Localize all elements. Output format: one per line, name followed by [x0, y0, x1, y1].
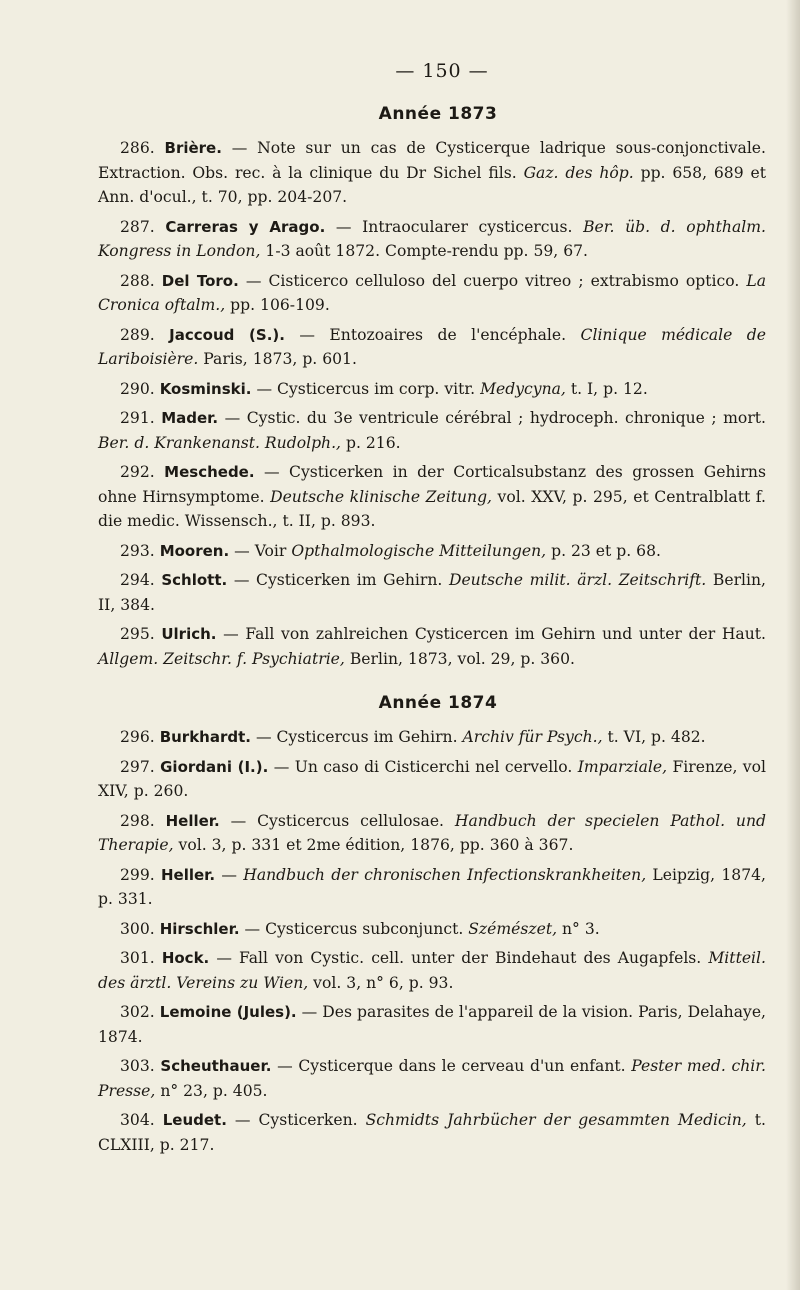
entry-author: Ulrich.	[161, 625, 217, 643]
entry-title: — Cystic. du 3e ventricule cérébral ; hydroceph. chronique ; mort.	[218, 409, 766, 427]
bibliography-entry	[98, 136, 766, 210]
entry-details: t. VI, p. 482.	[602, 728, 706, 746]
entry-title: — Fall von Cystic. cell. unter der Bindehaut des Augapfels.	[209, 949, 709, 967]
entry-title: — Cysticerken in der Corticalsubstanz des grossen Gehirns ohne Hirnsymptome.	[98, 463, 766, 506]
entry-title: — Cysticercus subconjunct.	[239, 919, 469, 938]
bibliography-entry	[98, 725, 766, 750]
entry-number: 288.	[120, 271, 162, 290]
entry-number: 301.	[120, 949, 162, 967]
entry-title: — Cysticercus im corp. vitr.	[251, 379, 481, 398]
entry-source: Handbuch der specielen Pathol. und Therapie,	[98, 811, 767, 854]
entry-number: 290.	[120, 379, 160, 398]
page-edge-shadow	[786, 0, 800, 1290]
year-heading: Année 1873	[378, 104, 498, 124]
entry-number: 287.	[120, 217, 166, 236]
entry-author: Meschede.	[164, 463, 255, 481]
bibliography-sections	[98, 104, 766, 1157]
entry-details: Paris, 1873, p. 601.	[198, 350, 357, 368]
entry-author: Jaccoud (S.).	[169, 325, 285, 344]
entry-number: 304.	[120, 1111, 163, 1129]
entry-details: pp. 658, 689 et Ann. d'ocul., t. 70, pp. 204-207.	[98, 163, 766, 206]
entry-number: 286.	[120, 139, 165, 157]
entry-title: — Entozoaires de l'encéphale.	[284, 325, 581, 344]
bibliography-entry	[98, 946, 766, 995]
entry-source: Ber. üb. d. ophthalm. Kongress in London,	[98, 217, 766, 260]
entry-author: Mooren.	[159, 541, 230, 560]
bibliography-entry	[98, 460, 766, 534]
entry-number: 293.	[120, 541, 160, 560]
entry-source: Handbuch der chronischen Infectionskrankheiten,	[243, 865, 647, 884]
entry-source: Ber. d. Krankenanst. Rudolph.,	[98, 433, 342, 452]
entry-number: 298.	[120, 811, 166, 830]
entry-details: vol. 3, p. 331 et 2me édition, 1876, pp. 360 à 367.	[173, 836, 574, 854]
entry-source: Medycyna,	[480, 379, 566, 398]
entry-source: Schmidts Jahrbücher der gesammten Medicin,	[365, 1111, 747, 1129]
entry-author: Del Toro.	[161, 271, 239, 290]
entry-number: 296.	[120, 728, 160, 746]
bibliography-entry	[98, 377, 766, 402]
entry-number: 299.	[120, 865, 161, 884]
entry-title: — Cysticerken im Gehirn.	[227, 571, 449, 589]
entry-source: Allgem. Zeitschr. f. Psychiatrie,	[98, 649, 345, 668]
entry-title: — Intraocularer cysticercus.	[325, 217, 584, 236]
bibliography-entry	[98, 755, 766, 804]
year-heading: Année 1874	[378, 693, 498, 713]
entry-author: Kosminski.	[159, 379, 252, 398]
entry-details: Firenze, vol XIV, p. 260.	[98, 757, 766, 800]
entry-source: Deutsche klinische Zeitung,	[270, 487, 493, 506]
entry-author: Brière.	[164, 139, 222, 157]
entry-author: Giordani (I.).	[160, 757, 269, 776]
bibliography-entry	[98, 539, 766, 564]
entry-title: — Cysticercus cellulosae.	[219, 811, 455, 830]
entry-details: vol. 3, n° 6, p. 93.	[308, 973, 454, 992]
entry-title: — Cisticerco celluloso del cuerpo vitreo ; extrabismo optico.	[238, 271, 747, 290]
entry-number: 294.	[120, 571, 162, 589]
entry-author: Heller.	[160, 865, 216, 884]
entry-source: Gaz. des hôp.	[523, 163, 634, 182]
entry-title: — Voir	[229, 541, 292, 560]
entry-details: t. CLXIII, p. 217.	[98, 1111, 766, 1154]
entry-details: n° 3.	[557, 919, 600, 938]
entry-author: Lemoine (Jules).	[159, 1003, 297, 1021]
bibliography-entry	[98, 568, 766, 617]
entry-details: t. I, p. 12.	[565, 379, 648, 398]
bibliography-entry	[98, 1000, 766, 1049]
entry-title: — Cysticercus im Gehirn.	[250, 728, 463, 746]
entry-author: Heller.	[165, 811, 220, 830]
entry-source: La Cronica oftalm.,	[98, 271, 767, 314]
entry-number: 289.	[120, 325, 170, 344]
entry-title: — Un caso di Cisticerchi nel cervello.	[268, 757, 578, 776]
entry-author: Schlott.	[161, 571, 228, 589]
entry-number: 303.	[120, 1057, 161, 1075]
bibliography-entry	[98, 323, 766, 372]
entry-source: Opthalmologische Mitteilungen,	[291, 541, 547, 560]
entry-source: Mitteil. des ärztl. Vereins zu Wien,	[98, 949, 766, 992]
bibliography-entry	[98, 1054, 766, 1103]
entry-details: pp. 106-109.	[225, 296, 330, 314]
entry-number: 300.	[120, 919, 160, 938]
entry-details: Berlin, II, 384.	[98, 571, 766, 614]
entry-author: Burkhardt.	[159, 728, 251, 746]
entry-details: Berlin, 1873, vol. 29, p. 360.	[344, 649, 575, 668]
book-page	[98, 60, 766, 1162]
entry-title: — Cysticerken.	[226, 1111, 366, 1129]
entry-author: Hirschler.	[159, 919, 240, 938]
entry-author: Carreras y Arago.	[165, 217, 326, 236]
entry-details: p. 216.	[341, 433, 401, 452]
bibliography-entry	[98, 917, 766, 942]
entry-title: — Des parasites de l'appareil de la vision. Paris, Delahaye, 1874.	[98, 1003, 767, 1046]
entry-title: — Note sur un cas de Cysticerque ladrique sous-conjonctivale. Extraction. Obs. rec. à la clinique du Dr Sichel fils.	[98, 139, 766, 182]
entry-source: Pester med. chir. Presse,	[98, 1057, 766, 1100]
entry-author: Mader.	[161, 409, 219, 427]
entry-author: Scheuthauer.	[160, 1057, 272, 1075]
entry-details: n° 23, p. 405.	[155, 1081, 268, 1100]
bibliography-entry	[98, 863, 766, 912]
entry-details: vol. XXV, p. 295, et Centralblatt f. die medic. Wissensch., t. II, p. 893.	[98, 487, 766, 530]
bibliography-entry	[98, 215, 766, 264]
entry-title: — Fall von zahlreichen Cysticercen im Gehirn und unter der Haut.	[216, 625, 766, 643]
entry-number: 292.	[120, 463, 165, 481]
entry-source: Archiv für Psych.,	[462, 728, 603, 746]
bibliography-entry	[98, 1108, 766, 1157]
bibliography-entry	[98, 809, 766, 858]
entry-details: Leipzig, 1874, p. 331.	[98, 865, 766, 908]
entry-source: Szémészet,	[468, 919, 558, 938]
entry-source: Deutsche milit. ärzl. Zeitschrift.	[448, 571, 707, 589]
entry-number: 297.	[120, 757, 161, 776]
entry-details: p. 23 et p. 68.	[546, 541, 661, 560]
entry-number: 295.	[120, 625, 162, 643]
bibliography-entry	[98, 406, 766, 455]
entry-author: Hock.	[161, 949, 210, 967]
entry-number: 302.	[120, 1003, 160, 1021]
entry-source: Imparziale,	[577, 757, 668, 776]
page-number: — 150 —	[395, 60, 489, 82]
entry-title: — Cysticerque dans le cerveau d'un enfant.	[271, 1057, 632, 1075]
bibliography-entry	[98, 622, 766, 671]
entry-author: Leudet.	[162, 1111, 227, 1129]
entry-details: 1-3 août 1872. Compte-rendu pp. 59, 67.	[260, 242, 589, 260]
bibliography-entry	[98, 269, 766, 318]
entry-title: —	[215, 865, 244, 884]
entry-number: 291.	[120, 409, 162, 427]
entry-source: Clinique médicale de Lariboisière.	[98, 325, 767, 368]
